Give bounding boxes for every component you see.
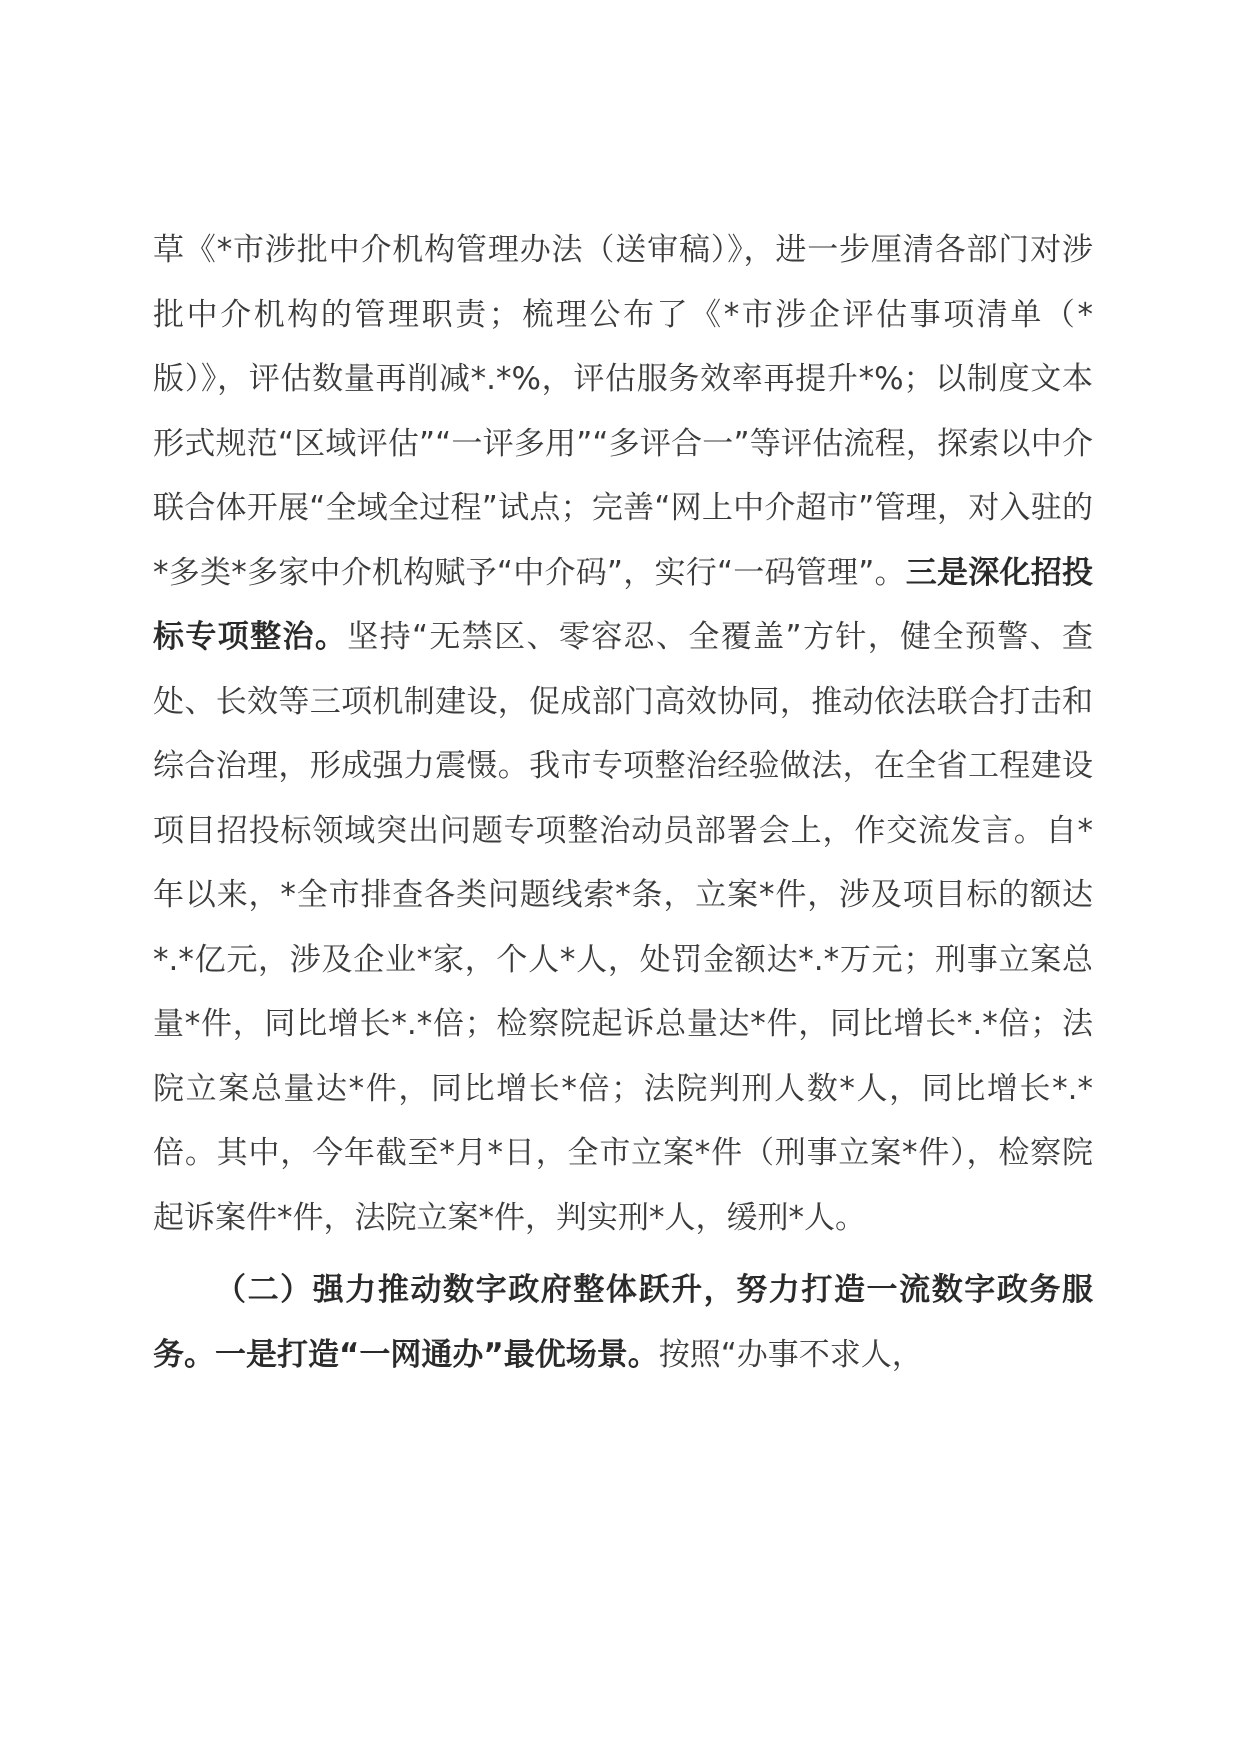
paragraph-1-bold-heading: 三是深化招投标专项整治。 [153, 554, 1093, 655]
paragraph-1-text-cont: 坚持“无禁区、零容忍、全覆盖”方针，健全预警、查处、长效等三项机制建设，促成部门高效协同，推动依法联合打击和综合治理，形成强力震慑。我市专项整治经验做法，在全省工程建设项目招投标领域突出问题专项整治动员部署会上，作交流发言。自*年以来，*全市排查各类问题线索*条，立案*件，涉及项目标的额达*.*亿元，涉及企业*家，个人*人，处罚金额达*.*万元；刑事立案总量*件，同比增长*.*倍；检察院起诉总量达*件，同比增长*.*倍；法院立案总量达*件，同比增长*倍；法院判刑人数*人，同比增长*.*倍。其中，今年截至*月*日，全市立案*件（刑事立案*件），检察院起诉案件*件，法院立案*件，判实刑*人，缓刑*人。 [153, 619, 1093, 1236]
paragraph-continued [153, 218, 1093, 1250]
paragraph-1-text: 草《*市涉批中介机构管理办法（送审稿）》，进一步厘清各部门对涉批中介机构的管理职责；梳理公布了《*市涉企评估事项清单（*版）》，评估数量再削减*.*%，评估服务效率再提升*%；以制度文本形式规范“区域评估”“一评多用”“多评合一”等评估流程，探索以中介联合体开展“全域全过程”试点；完善“网上中介超市”管理，对入驻的*多类*多家中介机构赋予“中介码”，实行“一码管理”。 [153, 232, 1093, 591]
body-text [153, 218, 1093, 1387]
section-heading: （二）强力推动数字政府整体跃升，努力打造一流数字政务服务。一是打造“一网通办”最优场景。 [153, 1272, 1093, 1373]
paragraph-section-two [153, 1258, 1093, 1387]
paragraph-2-text: 按照“办事不求人， [658, 1336, 923, 1373]
